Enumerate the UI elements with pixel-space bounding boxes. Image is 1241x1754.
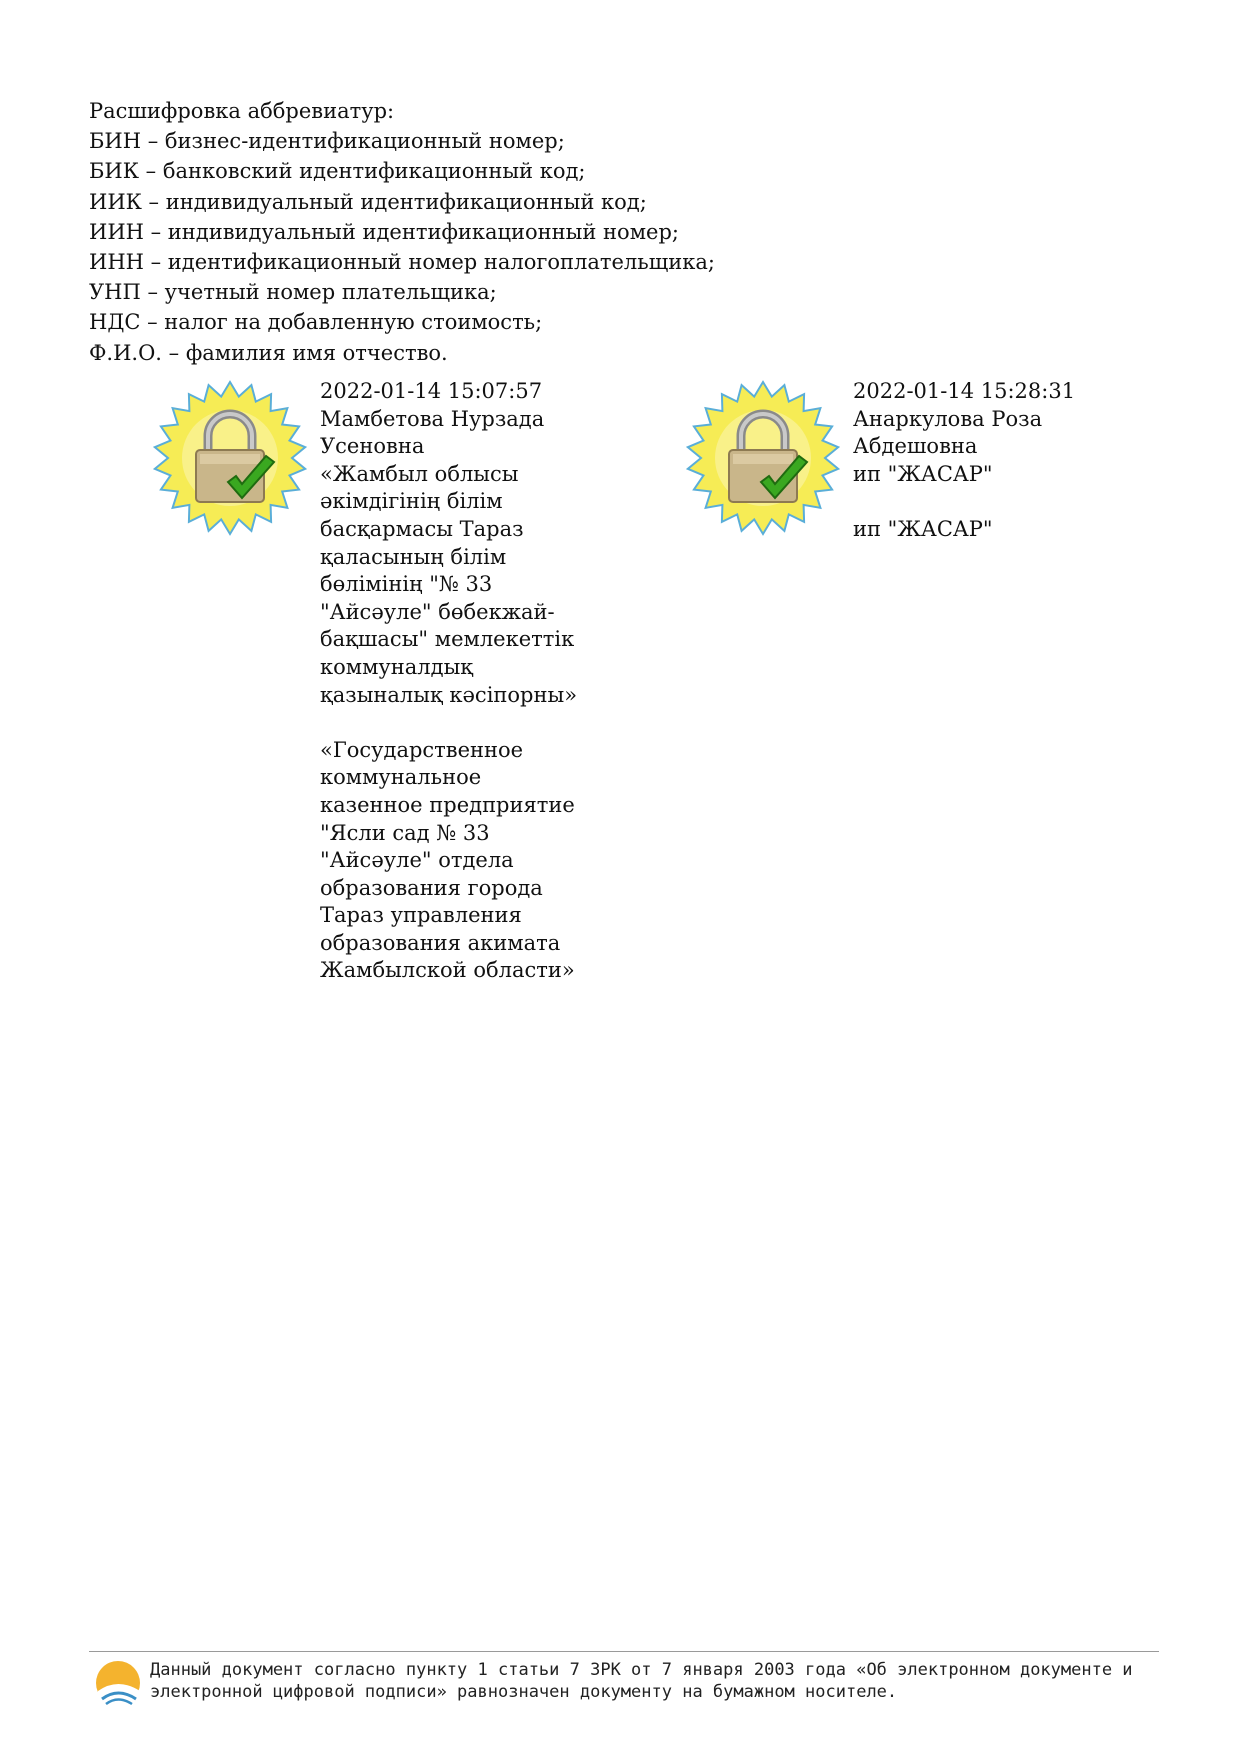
abbreviation-item: БИК – банковский идентификационный код;: [89, 159, 586, 184]
signer-organization-kz: «Жамбыл облысы әкімдігінің білім басқармасы Тараз қаласының білім бөлімінің "№ 33 "Айсәуле" бөбекжай-бақшасы" мемлекеттік коммуналдық қазыналық кәсіпорны»: [320, 461, 578, 707]
signer-organization-ru: ип "ЖАСАР": [853, 516, 993, 541]
abbreviation-item: УНП – учетный номер плательщика;: [89, 280, 497, 305]
signer-name: Анаркулова Роза Абдешовна: [853, 406, 1043, 459]
footer-divider: [89, 1651, 1159, 1652]
egov-logo-icon: [92, 1657, 144, 1709]
signature-seal-icon: [683, 378, 843, 538]
signer-organization-ru: «Государственное коммунальное казенное предприятие "Ясли сад № 33 "Айсәуле" отдела образования города Тараз управления образования акимата Жамбылской области»: [320, 737, 575, 983]
abbreviations-heading: Расшифровка аббревиатур:: [89, 99, 395, 123]
signature-seal-icon: [150, 378, 310, 538]
signature-text-2: [853, 378, 1133, 544]
abbreviation-item: БИН – бизнес-идентификационный номер;: [89, 129, 565, 154]
footer-line-1: Данный документ согласно пункту 1 статьи 7 ЗРК от 7 января 2003 года «Об электронном документе и: [150, 1660, 1133, 1680]
signature-datetime: 2022-01-14 15:28:31: [853, 379, 1076, 403]
abbreviation-item: НДС – налог на добавленную стоимость;: [89, 310, 543, 335]
signature-text-1: [320, 378, 580, 985]
signer-name: Мамбетова Нурзада Усеновна: [320, 406, 545, 459]
footer-line-2: электронной цифровой подписи» равнозначен документу на бумажном носителе.: [150, 1682, 898, 1702]
signer-organization-kz: ип "ЖАСАР": [853, 461, 993, 486]
abbreviation-item: ИИН – индивидуальный идентификационный номер;: [89, 219, 679, 244]
abbreviation-item: ИИК – индивидуальный идентификационный код;: [89, 189, 647, 214]
abbreviations-block: [89, 96, 715, 368]
signature-datetime: 2022-01-14 15:07:57: [320, 379, 543, 403]
abbreviation-item: Ф.И.О. – фамилия имя отчество.: [89, 340, 448, 365]
footer-legal-notice: [150, 1659, 1150, 1703]
abbreviation-item: ИНН – идентификационный номер налогоплательщика;: [89, 250, 715, 275]
